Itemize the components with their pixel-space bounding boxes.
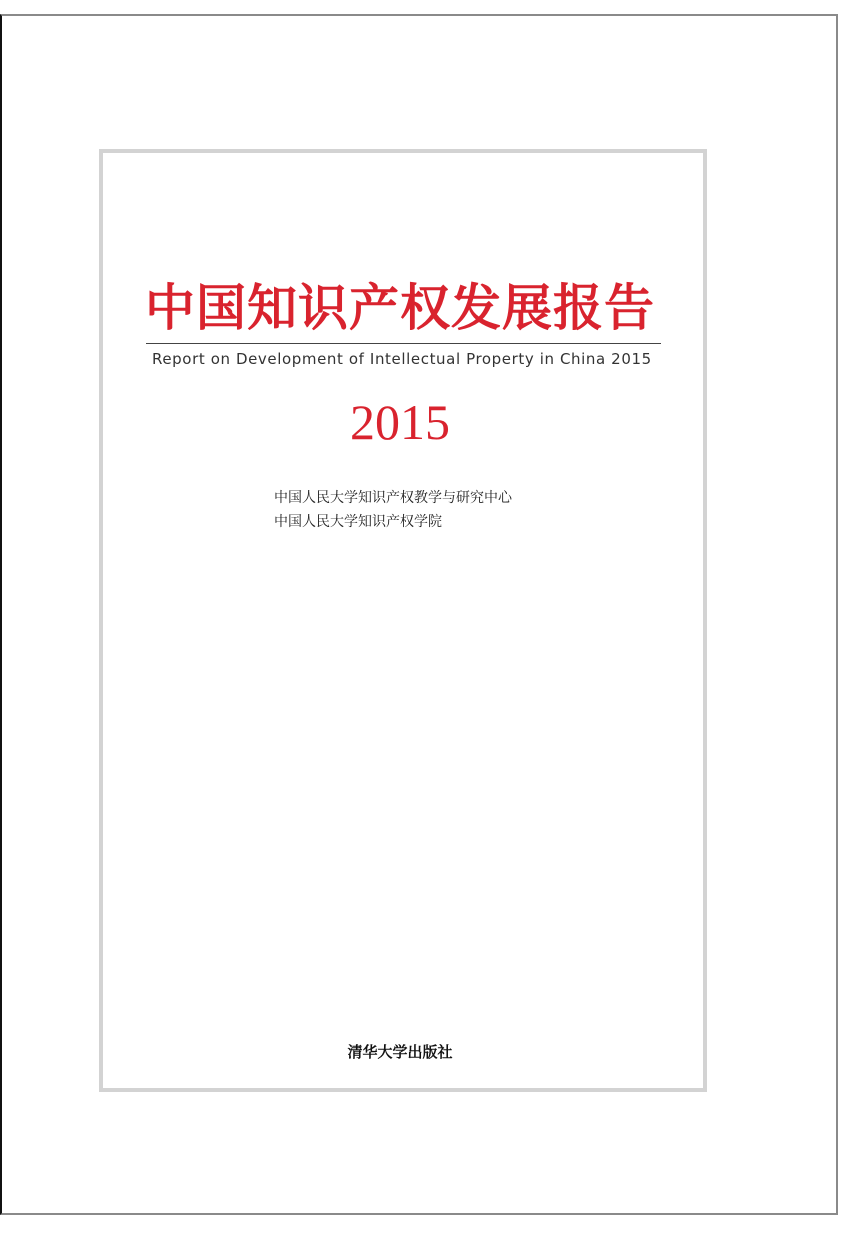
title-divider: [146, 343, 661, 344]
title-chinese: 中国知识产权发展报告: [145, 278, 655, 337]
publisher-name: 清华大学出版社: [347, 1043, 453, 1061]
organization-line: 中国人民大学知识产权教学与研究中心: [274, 490, 512, 506]
edition-year: 2015: [350, 394, 450, 450]
organization-line: 中国人民大学知识产权学院: [274, 514, 442, 530]
title-english: Report on Development of Intellectual Property in China 2015: [152, 350, 652, 368]
